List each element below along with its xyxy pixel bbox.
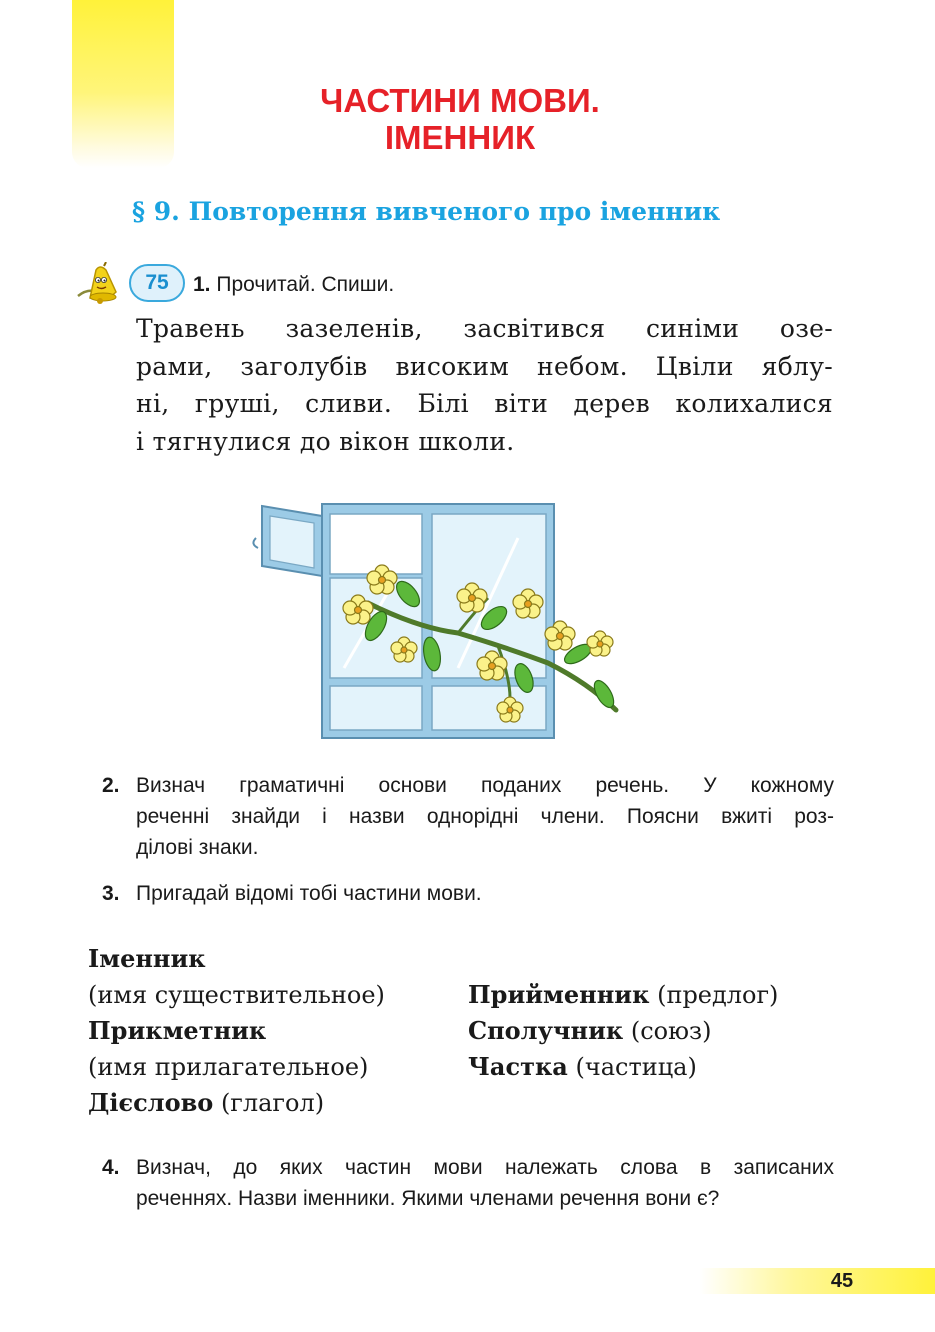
task-4-text: [136, 1152, 834, 1214]
chapter-title-line1: ЧАСТИНИ МОВИ.: [320, 82, 600, 119]
task-1: [193, 273, 394, 297]
passage-line: і тягнулися до вікон школи.: [136, 426, 515, 456]
part-of-speech-item: Прикметник: [88, 1016, 267, 1045]
section-title: § 9. Повторення вивченого про іменник: [132, 197, 721, 226]
parts-of-speech-right: [468, 977, 778, 1085]
exercise-number-badge: 75: [129, 264, 185, 302]
task-2-number: 2.: [102, 774, 120, 797]
task-3-number: 3.: [102, 882, 120, 905]
part-of-speech-note: (имя существительное): [88, 981, 385, 1009]
passage-line: Травень зазеленів, засвітився синіми озе-: [136, 314, 833, 343]
reading-passage: [136, 310, 833, 460]
chapter-title: [250, 82, 670, 156]
part-of-speech-item: Сполучник (союз): [468, 1016, 712, 1045]
part-of-speech-note: (имя прилагательное): [88, 1053, 369, 1081]
part-of-speech-item: Частка (частица): [468, 1052, 697, 1081]
task-1-number: 1.: [193, 273, 211, 296]
part-of-speech-item: Прийменник (предлог): [468, 980, 779, 1009]
task-2-line: реченні знайди і назви однорідні члени. Поясни вжиті роз-: [136, 805, 834, 828]
chapter-title-line2: ІМЕННИК: [384, 119, 536, 156]
task-3-text: Пригадай відомі тобі частини мови.: [136, 882, 482, 905]
chapter-tab-decoration: [72, 0, 174, 168]
window-blossom-illustration: [248, 498, 628, 744]
task-3: [102, 878, 834, 909]
part-of-speech-item: Іменник: [88, 944, 206, 973]
page-number: 45: [830, 1270, 854, 1292]
part-of-speech-item: Дієслово (глагол): [88, 1088, 325, 1117]
task-2: [102, 770, 834, 863]
bell-icon: [76, 262, 126, 304]
task-4-line: Визнач, до яких частин мови належать слова в записаних: [136, 1156, 834, 1179]
parts-of-speech-left: [88, 941, 385, 1121]
footer-bar-decoration: [700, 1268, 935, 1294]
task-1-text: Прочитай. Спиши.: [216, 273, 395, 296]
task-2-line: ділові знаки.: [136, 836, 259, 859]
task-4-number: 4.: [102, 1156, 120, 1179]
passage-line: рами, заголубів високим небом. Цвіли яблу-: [136, 351, 833, 381]
task-4-line: реченнях. Назви іменники. Якими членами речення вони є?: [136, 1187, 720, 1210]
task-2-line: Визнач граматичні основи поданих речень. У кожному: [136, 774, 834, 797]
passage-line: ні, груші, сливи. Білі віти дерев колихалися: [136, 389, 833, 418]
task-2-text: [136, 770, 834, 863]
task-4: [102, 1152, 834, 1214]
